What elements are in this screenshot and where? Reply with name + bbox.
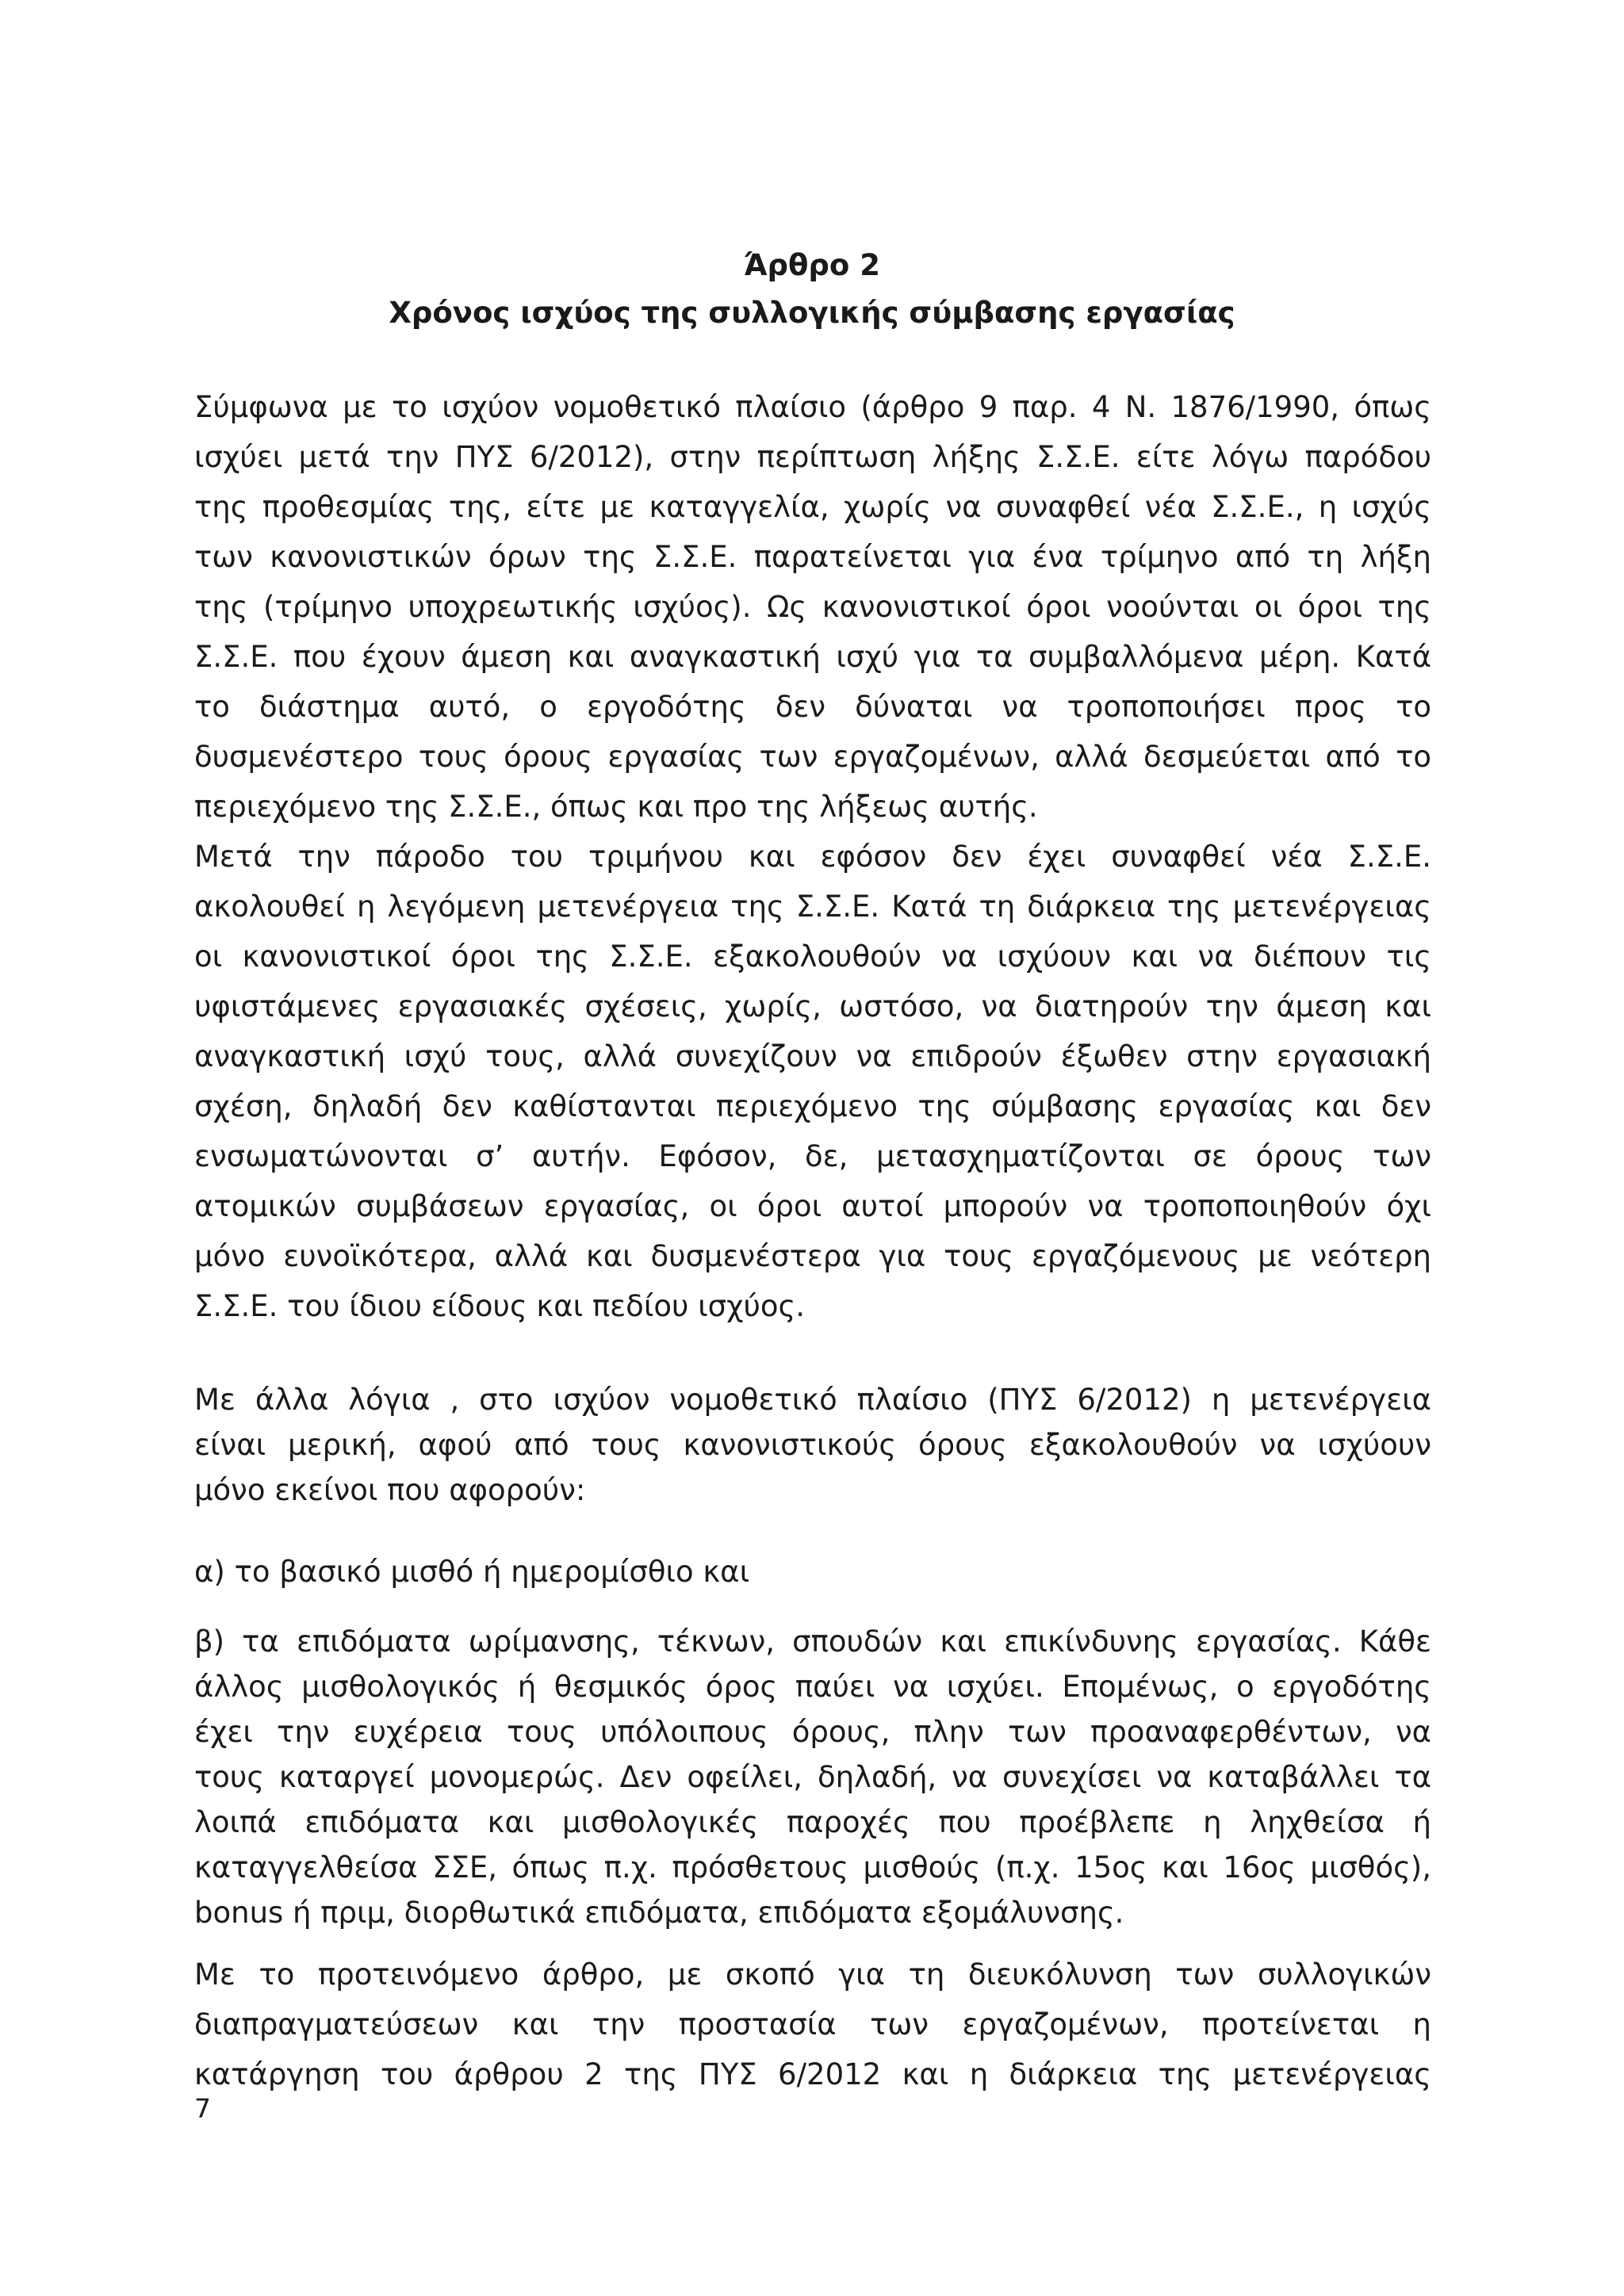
text-line: δυσμενέστερο τους όρους εργασίας των εργαζομένων, αλλά δεσμεύεται από το [194,740,1431,774]
text-line: της (τρίμηνο υποχρεωτικής ισχύος). Ως κανονιστικοί όροι νοούνται οι όροι της [194,590,1431,624]
text-line: μόνο ευνοϊκότερα, αλλά και δυσμενέστερα για τους εργαζόμενους με νεότερη [194,1239,1431,1273]
text-line: Με το προτεινόμενο άρθρο, με σκοπό για τη διευκόλυνση των συλλογικών [194,1957,1431,1992]
text-line: ισχύει μετά την ΠΥΣ 6/2012), στην περίπτωση λήξης Σ.Σ.Ε. είτε λόγω παρόδου [194,440,1431,474]
page-number: 7 [194,2093,211,2124]
text-line: των κανονιστικών όρων της Σ.Σ.Ε. παρατείνεται για ένα τρίμηνο από τη λήξη [194,540,1431,574]
article-number-heading: Άρθρο 2 [744,248,880,282]
text-line: Σύμφωνα με το ισχύον νομοθετικό πλαίσιο (άρθρο 9 παρ. 4 Ν. 1876/1990, όπως [194,390,1431,424]
text-line: άλλος μισθολογικός ή θεσμικός όρος παύει να ισχύει. Επομένως, ο εργοδότης [194,1670,1431,1704]
paragraph-section-4 [194,1619,1431,1935]
text-line: τους καταργεί μονομερώς. Δεν οφείλει, δηλαδή, να συνεχίσει να καταβάλλει τα [194,1760,1431,1794]
text-line: διαπραγματεύσεων και την προστασία των εργαζομένων, προτείνεται η [194,2007,1431,2042]
paragraph-section-3 [194,1549,1431,1594]
text-line: Σ.Σ.Ε. του ίδιου είδους και πεδίου ισχύος. [194,1289,806,1323]
text-line: έχει την ευχέρεια τους υπόλοιπους όρους, πλην των προαναφερθέντων, να [194,1715,1431,1749]
text-line: είναι μερική, αφού από τους κανονιστικούς όρους εξακολουθούν να ισχύουν [194,1428,1431,1462]
text-line: σχέση, δηλαδή δεν καθίστανται περιεχόμενο της σύμβασης εργασίας και δεν [194,1089,1431,1123]
text-line: το διάστημα αυτό, ο εργοδότης δεν δύναται να τροποποιήσει προς το [194,690,1431,724]
article-title-heading: Χρόνος ισχύος της συλλογικής σύμβασης εργασίας [389,296,1235,330]
text-line: ακολουθεί η λεγόμενη μετενέργεια της Σ.Σ.Ε. Κατά τη διάρκεια της μετενέργειας [194,890,1431,924]
paragraph-section-1 [194,382,1431,1331]
text-line: της προθεσμίας της, είτε με καταγγελία, χωρίς να συναφθεί νέα Σ.Σ.Ε., η ισχύς [194,490,1431,524]
paragraph-section-2 [194,1377,1431,1513]
text-line: β) τα επιδόματα ωρίμανσης, τέκνων, σπουδών και επικίνδυνης εργασίας. Κάθε [194,1624,1431,1659]
text-line: αναγκαστική ισχύ τους, αλλά συνεχίζουν να επιδρούν έξωθεν στην εργασιακή [194,1039,1431,1073]
text-line: μόνο εκείνοι που αφορούν: [194,1473,586,1507]
text-line: καταγγελθείσα ΣΣΕ, όπως π.χ. πρόσθετους μισθούς (π.χ. 15ος και 16ος μισθός), [194,1850,1431,1885]
text-line: λοιπά επιδόματα και μισθολογικές παροχές που προέβλεπε η ληχθείσα ή [194,1805,1431,1839]
text-line: Σ.Σ.Ε. που έχουν άμεση και αναγκαστική ισχύ για τα συμβαλλόμενα μέρη. Κατά [194,640,1431,674]
text-line: οι κανονιστικοί όροι της Σ.Σ.Ε. εξακολουθούν να ισχύουν και να διέπουν τις [194,939,1431,974]
text-line: Μετά την πάροδο του τριμήνου και εφόσον δεν έχει συναφθεί νέα Σ.Σ.Ε. [194,840,1431,874]
text-line: ατομικών συμβάσεων εργασίας, οι όροι αυτοί μπορούν να τροποποιηθούν όχι [194,1189,1431,1223]
text-line: ενσωματώνονται σ’ αυτήν. Εφόσον, δε, μετασχηματίζονται σε όρους των [194,1139,1431,1173]
text-line: bonus ή πριμ, διορθωτικά επιδόματα, επιδόματα εξομάλυνσης. [194,1896,1124,1930]
text-line: κατάργηση του άρθρου 2 της ΠΥΣ 6/2012 και η διάρκεια της μετενέργειας [194,2057,1431,2091]
text-line: Με άλλα λόγια , στο ισχύον νομοθετικό πλαίσιο (ΠΥΣ 6/2012) η μετενέργεια [194,1383,1431,1417]
text-line: περιεχόμενο της Σ.Σ.Ε., όπως και προ της λήξεως αυτής. [194,790,1038,824]
paragraph-section-5 [194,1950,1431,2099]
text-line: α) το βασικό μισθό ή ημερομίσθιο και [194,1555,750,1589]
text-line: υφιστάμενες εργασιακές σχέσεις, χωρίς, ωστόσο, να διατηρούν την άμεση και [194,989,1431,1024]
